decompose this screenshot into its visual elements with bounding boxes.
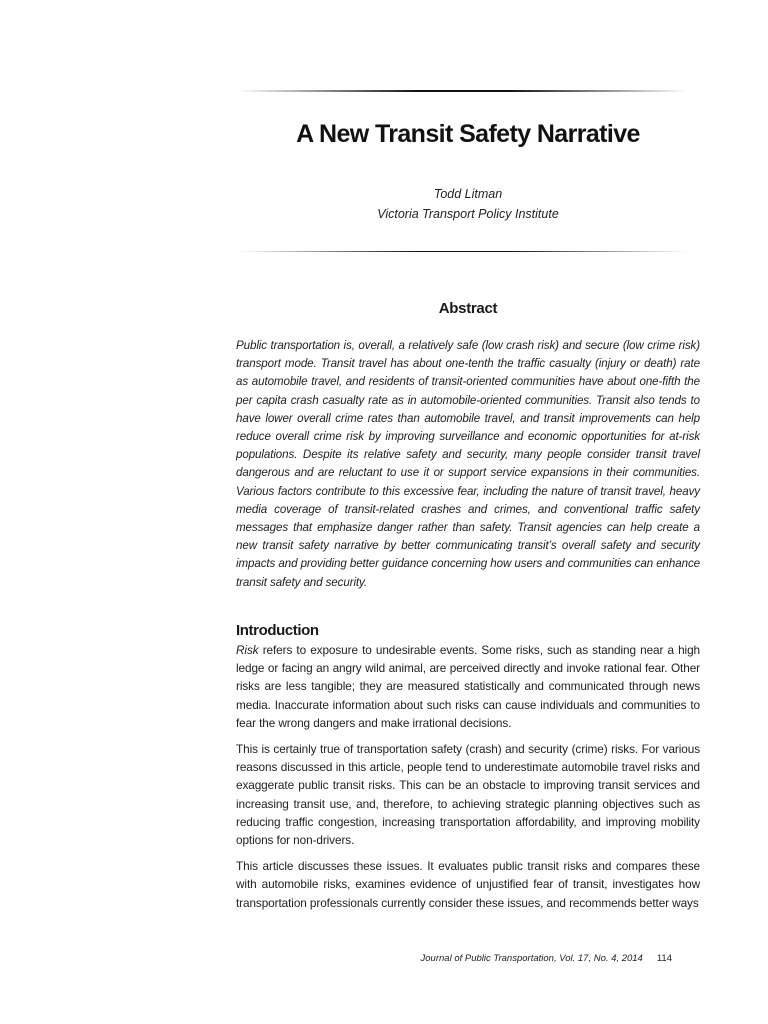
introduction-body [236,641,700,920]
intro-paragraph-2: This is certainly true of transportation safety (crash) and security (crime) risks. For various reasons discussed in this article, people tend to underestimate automobile travel risks and exaggerate public transit risks. This can be an obstacle to improving transit services and increasing transit use, and, therefore, to achieving strategic planning objectives such as reducing traffic congestion, increasing transportation affordability, and improving mobility options for non-drivers. [236,742,700,848]
page-footer [300,953,672,964]
author-affiliation: Victoria Transport Policy Institute [377,207,559,221]
author-name: Todd Litman [433,187,503,201]
intro-paragraph-1-text: refers to exposure to undesirable events. Some risks, such as standing near a high ledge or facing an angry wild animal, are perceived directly and invoke rational fear. Other risks are less tangible; they are measured statistically and communicated through news media. Inaccurate information about such risks can cause individuals and communities to fear the wrong dangers and make irrational decisions. [236,643,700,730]
intro-paragraph-1 [236,641,700,732]
intro-paragraph-3: This article discusses these issues. It evaluates public transit risks and compares these with automobile risks, examines evidence of unjustified fear of transit, investigates how transportation professionals currently consider these issues, and recommends better ways [236,859,700,910]
journal-citation: Journal of Public Transportation, Vol. 17, No. 4, 2014 [420,953,643,964]
article-title: A New Transit Safety Narrative [296,120,640,148]
risk-term: Risk [236,643,259,657]
bottom-rule [238,251,688,252]
page-number: 114 [656,953,672,964]
introduction-heading: Introduction [236,622,319,639]
abstract-text: Public transportation is, overall, a relatively safe (low crash risk) and secure (low crime risk) transport mode. Transit travel has about one-tenth the traffic casualty (injury or death) rate as automobile travel, and residents of transit-oriented communities have about one-fifth the per capita crash casualty rate as in automobile-oriented communities. Transit also tends to have lower overall crime rates than automobile travel, and transit improvements can help reduce overall crime risk by improving surveillance and economic opportunities for at-risk populations. Despite its relative safety and security, many people consider transit travel dangerous and are reluctant to use it or support service expansions in their communities. Various factors contribute to this excessive fear, including the nature of transit travel, heavy media coverage of transit-related crashes and crimes, and conventional traffic safety messages that emphasize danger rather than safety. Transit agencies can help create a new transit safety narrative by better communicating transit’s overall safety and security impacts and providing better guidance concerning how users and communities can enhance transit safety and security. [236,339,700,589]
abstract-heading: Abstract [438,300,498,317]
top-rule [238,90,688,92]
